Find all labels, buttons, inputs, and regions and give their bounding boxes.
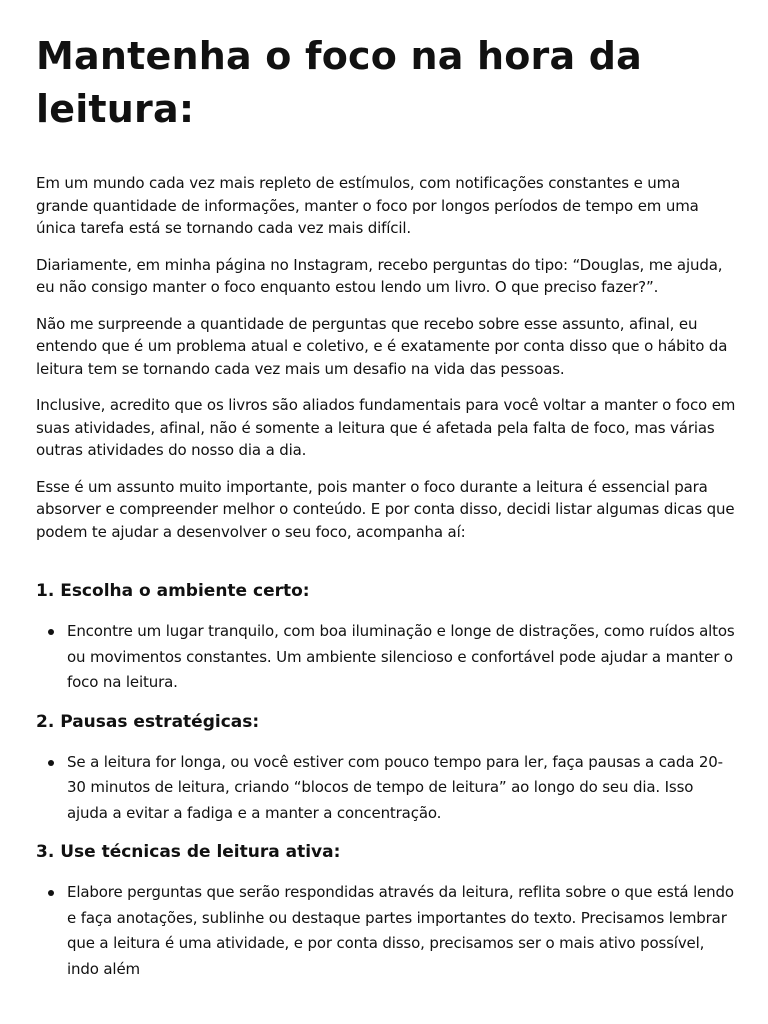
bullet-dot-icon xyxy=(48,890,54,896)
bullet-dot-icon xyxy=(48,629,54,635)
tip-heading: 3. Use técnicas de leitura ativa: xyxy=(36,842,341,862)
tip-section-ambiente xyxy=(36,579,736,696)
tip-bullet-list xyxy=(36,619,736,696)
tip-bullet-list xyxy=(36,750,736,827)
intro-paragraph: Esse é um assunto muito importante, pois manter o foco durante a leitura é essencial para absorver e compreender melhor o conteúdo. E por conta disso, decidi listar algumas dicas que podem te ajudar a desenvolver o seu foco, acompanha aí: xyxy=(36,477,735,541)
intro-paragraph: Em um mundo cada vez mais repleto de estímulos, com notificações constantes e uma grande quantidade de informações, manter o foco por longos períodos de tempo em uma única tarefa está se tornando cada vez mais difícil. xyxy=(36,174,699,237)
tip-bullet-text: Encontre um lugar tranquilo, com boa iluminação e longe de distrações, como ruídos altos ou movimentos constantes. Um ambiente silencioso e confortável pode ajudar a manter o foco na leitura. xyxy=(67,622,735,691)
intro-paragraph: Inclusive, acredito que os livros são aliados fundamentais para você voltar a manter o foco em suas atividades, afinal, não é somente a leitura que é afetada pela falta de foco, mas várias outras atividades do nosso dia a dia. xyxy=(36,396,736,459)
tip-section-pausas xyxy=(36,710,736,827)
intro-section xyxy=(36,172,736,543)
tip-bullet-text: Se a leitura for longa, ou você estiver com pouco tempo para ler, faça pausas a cada 20-30 minutos de leitura, criando “blocos de tempo de leitura” ao longo do seu dia. Isso ajuda a evitar a fadiga e a manter a concentração. xyxy=(67,752,723,822)
intro-paragraph: Não me surpreende a quantidade de perguntas que recebo sobre esse assunto, afinal, eu entendo que é um problema atual e coletivo, e é exatamente por conta disso que o hábito da leitura tem se tornando cada vez mais um desafio na vida das pessoas. xyxy=(36,314,728,378)
bullet-dot-icon xyxy=(48,760,54,766)
tip-bullet-item xyxy=(36,880,736,982)
intro-paragraph: Diariamente, em minha página no Instagram, recebo perguntas do tipo: “Douglas, me ajuda, eu não consigo manter o foco enquanto estou lendo um livro. O que preciso fazer?”. xyxy=(36,255,723,296)
tip-section-leitura-ativa xyxy=(36,840,736,982)
tip-bullet-item xyxy=(36,750,736,827)
tip-bullet-item xyxy=(36,619,736,696)
tip-heading: 2. Pausas estratégicas: xyxy=(36,711,260,732)
tip-heading: 1. Escolha o ambiente certo: xyxy=(36,581,310,601)
tip-bullet-list xyxy=(36,880,736,982)
tips-list xyxy=(36,579,736,982)
article xyxy=(36,30,736,996)
tip-bullet-text: Elabore perguntas que serão respondidas através da leitura, reflita sobre o que está lendo e faça anotações, sublinhe ou destaque partes importantes do texto. Precisamos lembrar que a leitura é uma atividade, e por conta disso, precisamos ser o mais ativo possível, indo além xyxy=(67,883,734,978)
article-title: Mantenha o foco na hora da leitura: xyxy=(36,34,643,131)
